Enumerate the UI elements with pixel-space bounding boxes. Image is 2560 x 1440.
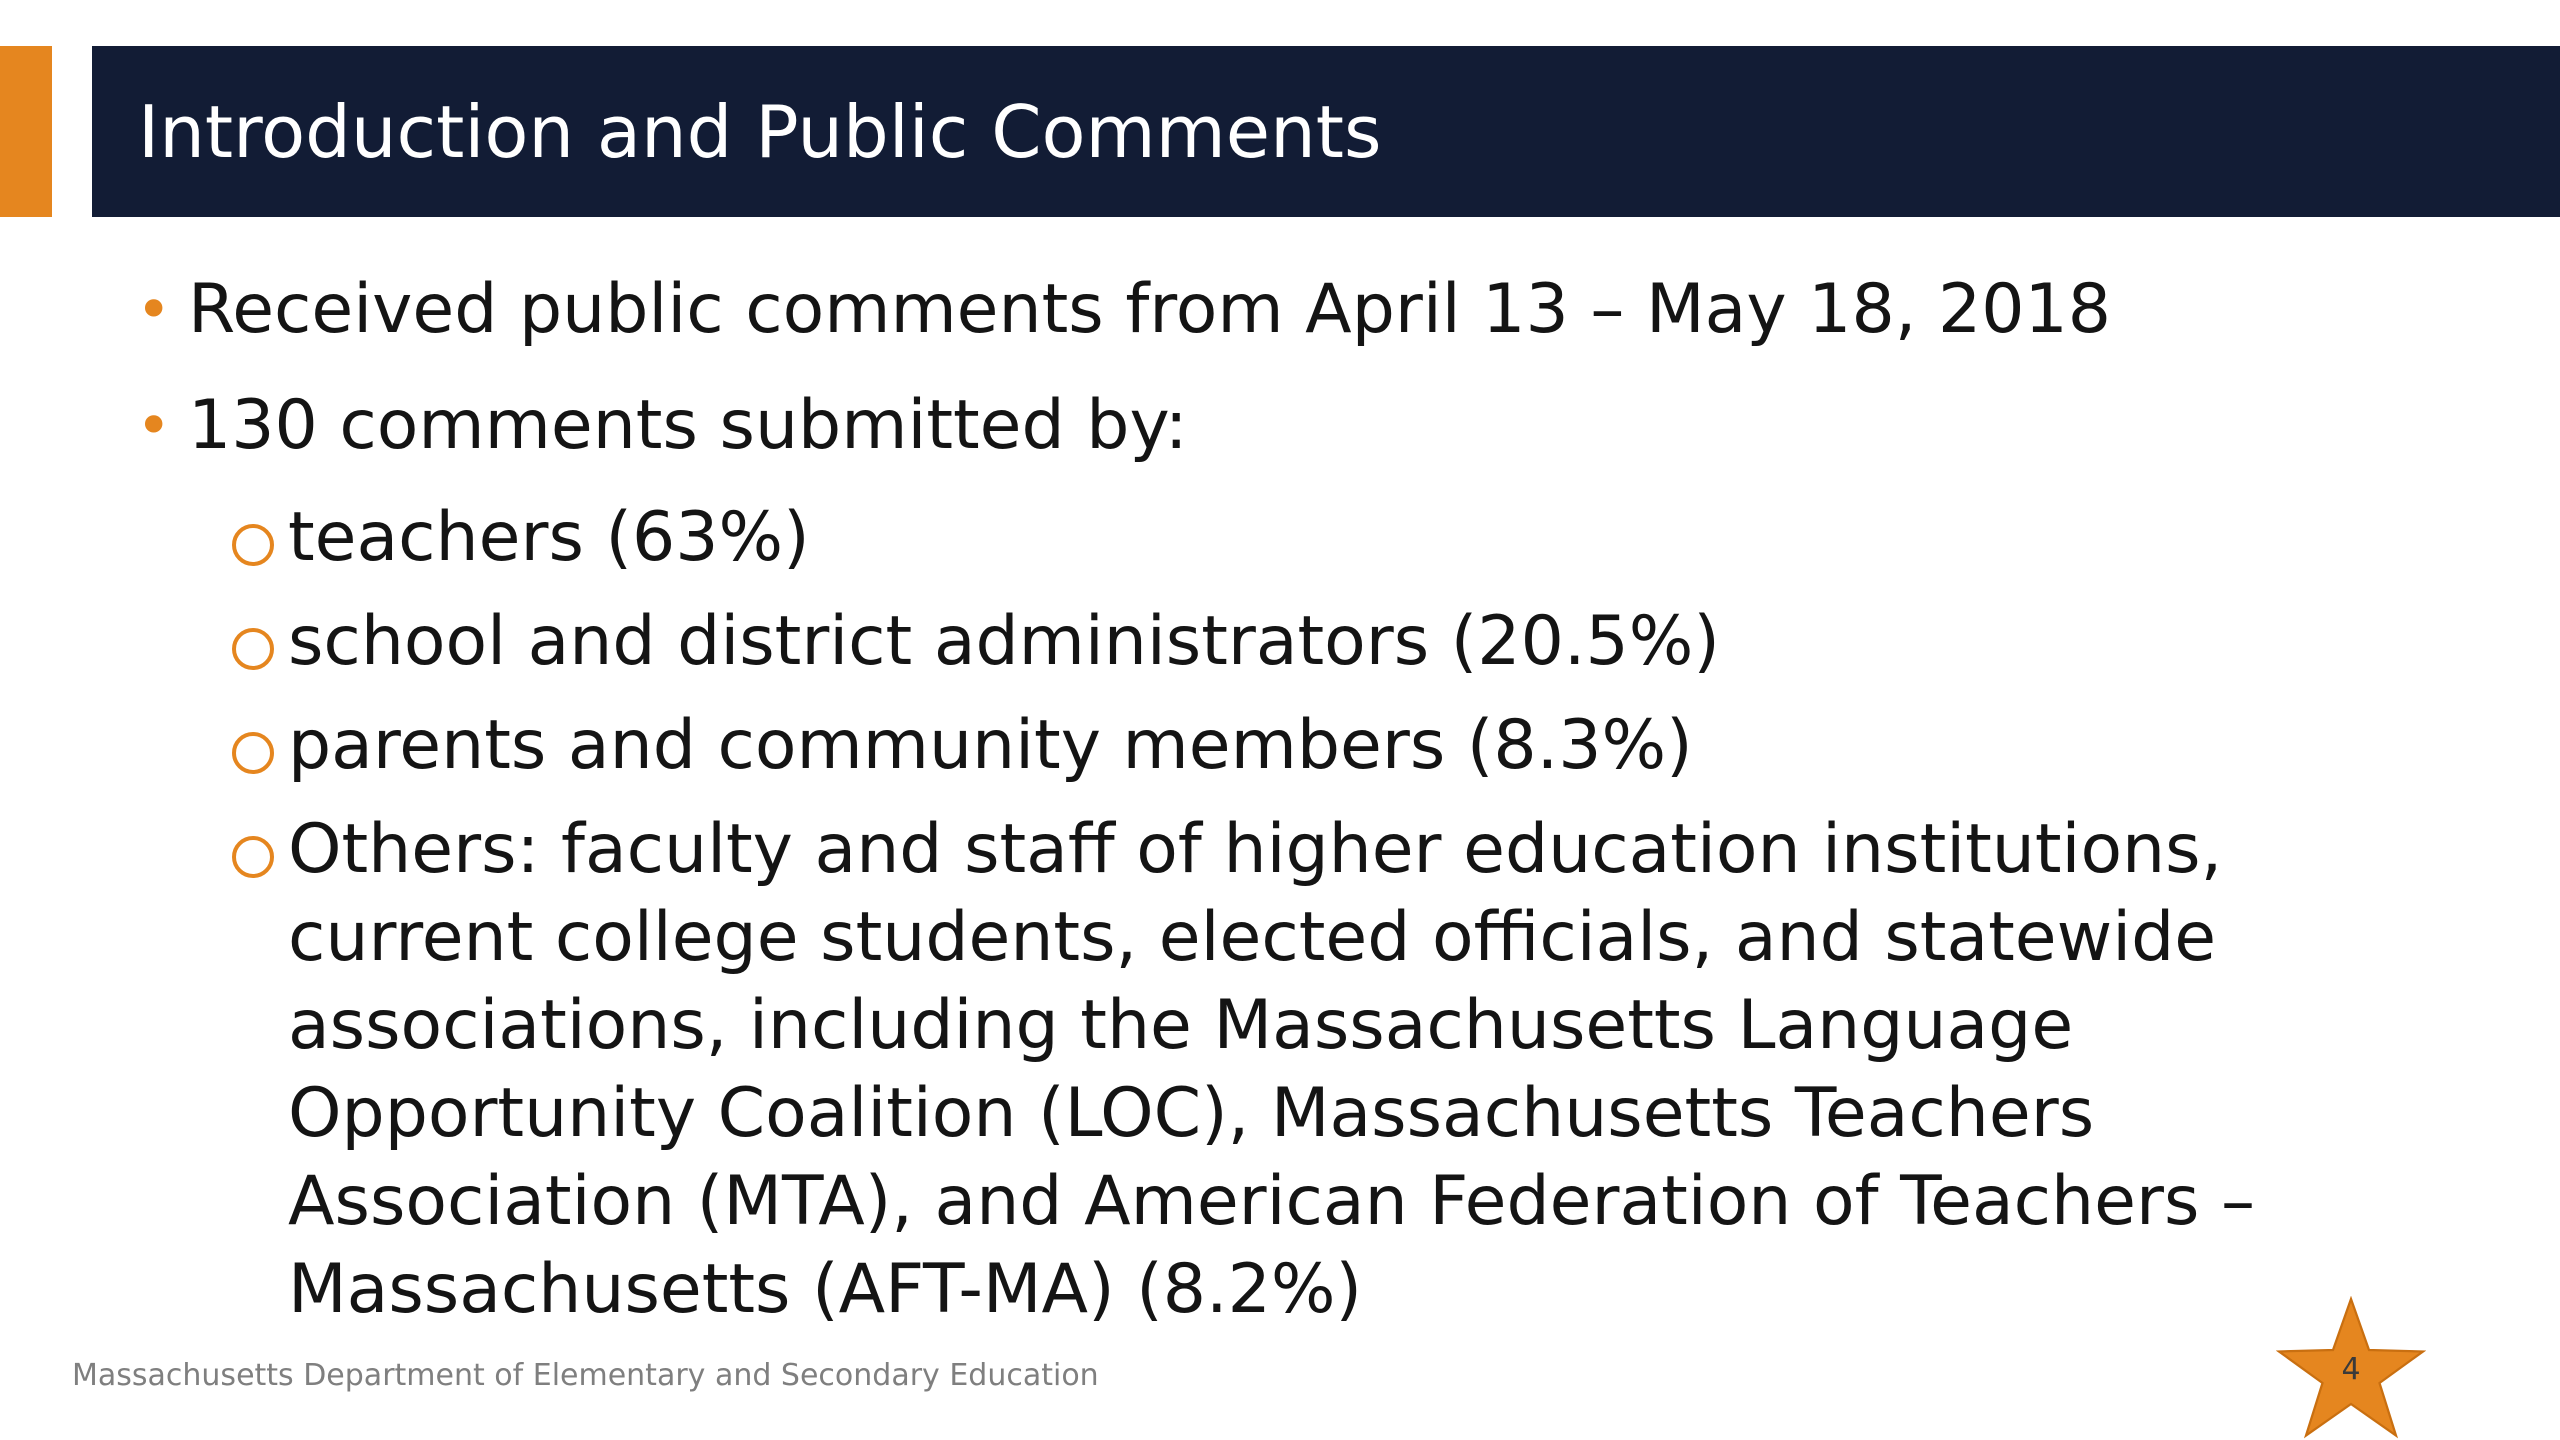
- sub-bullet-text: teachers (63%): [288, 498, 810, 577]
- slide-content: [136, 262, 2436, 1350]
- sub-bullet-item: [232, 494, 2436, 582]
- title-bar: [92, 46, 2560, 217]
- bullet-text: Received public comments from April 13 – May 18, 2018: [188, 270, 2111, 349]
- footer-organization: Massachusetts Department of Elementary and Secondary Education: [72, 1358, 1099, 1393]
- bullet-text: 130 comments submitted by:: [188, 386, 1188, 465]
- bullet-item: [136, 378, 2436, 474]
- title-accent-bar: [0, 46, 52, 217]
- sub-bullet-list: [232, 494, 2436, 1334]
- hollow-circle-icon: [232, 732, 274, 774]
- page-number: 4: [2341, 1352, 2361, 1387]
- sub-bullet-item: [232, 598, 2436, 686]
- sub-bullet-item: [232, 806, 2436, 1334]
- sub-bullet-item: [232, 702, 2436, 790]
- hollow-circle-icon: [232, 836, 274, 878]
- hollow-circle-icon: [232, 628, 274, 670]
- sub-bullet-text: school and district administrators (20.5%): [288, 602, 1720, 681]
- bullet-item: [136, 262, 2436, 358]
- sub-bullet-text: parents and community members (8.3%): [288, 706, 1693, 785]
- slide-title: Introduction and Public Comments: [138, 89, 1382, 174]
- hollow-circle-icon: [232, 524, 274, 566]
- bullet-dot-icon: •: [136, 391, 172, 461]
- sub-bullet-text: Others: faculty and staff of higher education institutions, current college students, elected officials, and statewide associations, including the Massachusetts Language Opportunity Coalition (LOC), Massachusetts Teachers Association (MTA), and American Federation of Teachers – Massachusetts (AFT-MA) (8.2%): [288, 810, 2255, 1329]
- bullet-dot-icon: •: [136, 275, 172, 345]
